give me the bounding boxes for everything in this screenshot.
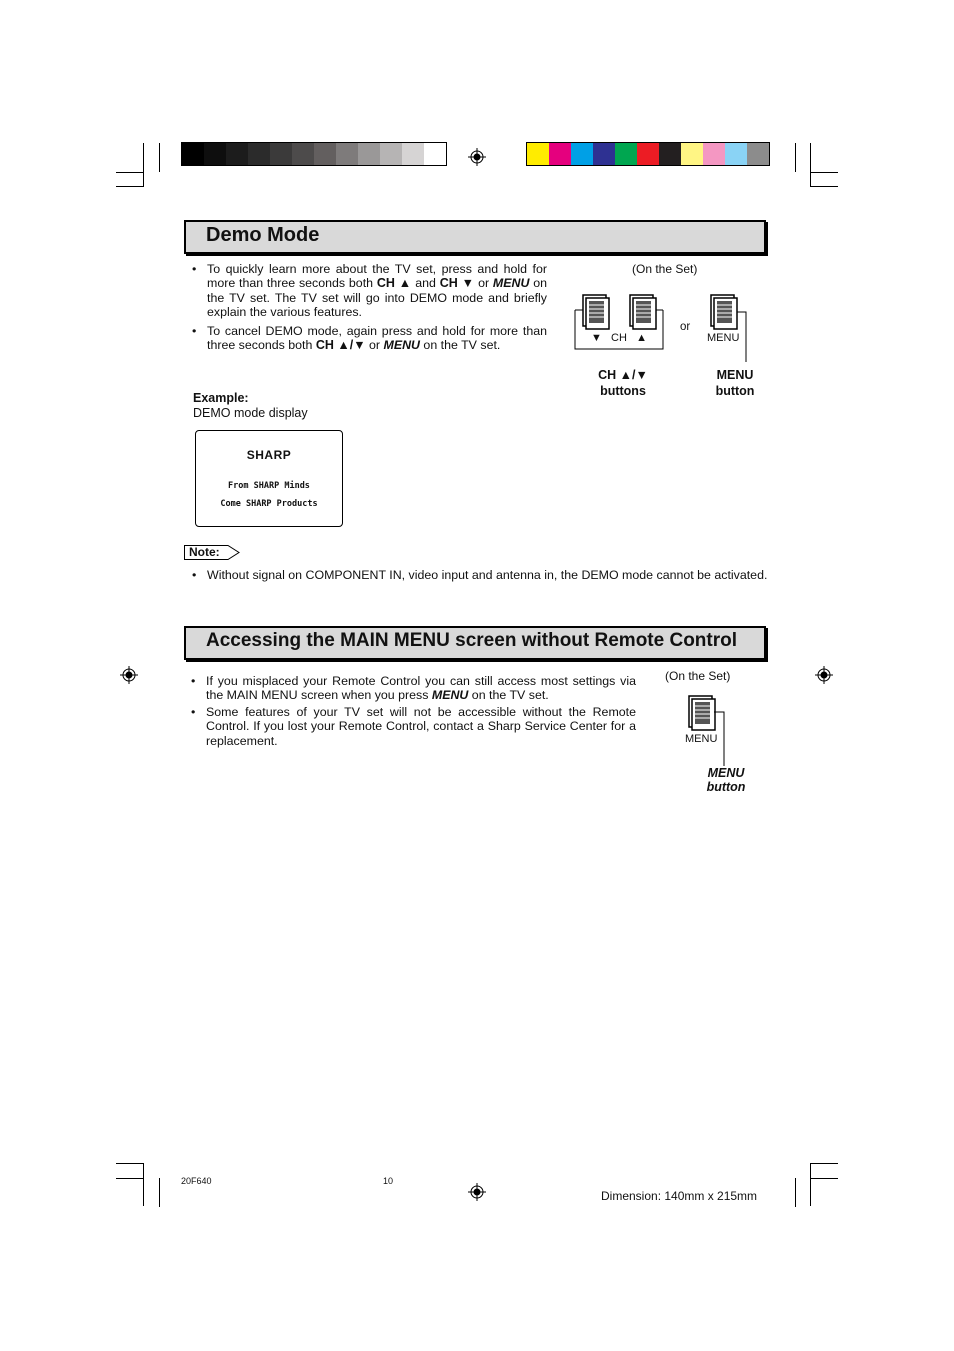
crop-mark (116, 172, 144, 173)
crop-mark (810, 1163, 811, 1206)
color-swatch (270, 143, 292, 165)
list-item: • To cancel DEMO mode, again press and hold for more than three seconds both CH ▲/▼ or MENU on the TV set. (185, 324, 547, 353)
list-item: • Some features of your TV set will not be accessible without the Remote Control. If you lost your Remote Control, contact a Sharp Service Center for a replacement. (184, 705, 636, 748)
registration-mark-icon (468, 148, 486, 166)
color-swatch (402, 143, 424, 165)
main-menu-header (184, 626, 766, 660)
color-swatch (549, 143, 571, 165)
menu-small-label: MENU (685, 733, 718, 745)
crop-mark (143, 143, 144, 186)
color-swatch (725, 143, 747, 165)
or-label: or (680, 321, 691, 333)
color-swatch (336, 143, 358, 165)
menu-label: MENU (492, 276, 530, 291)
sharp-logo: SHARP (246, 448, 292, 462)
color-swatch (226, 143, 248, 165)
color-swatch (593, 143, 615, 165)
crop-mark (143, 1163, 144, 1206)
color-swatch (292, 143, 314, 165)
ch-arrows-label: ▼ CH ▲ (591, 332, 647, 344)
ch-down-button-icon (582, 294, 610, 330)
note-text (185, 568, 775, 582)
on-the-set-caption: (On the Set) (665, 669, 731, 683)
crop-mark (810, 1178, 838, 1179)
color-swatch (380, 143, 402, 165)
demo-mode-title: Demo Mode (206, 224, 320, 246)
page-number: 10 (383, 1176, 394, 1186)
menu-button-caption: MENU button (706, 766, 746, 794)
registration-mark-icon (815, 666, 833, 684)
demo-screen-display (195, 430, 343, 527)
ch-up-label: CH ▲ (376, 276, 412, 291)
list-item: • To quickly learn more about the TV set, press and hold for more than three seconds both CH ▲ and CH ▼ or MENU on the TV set. The TV set will go into DEMO mode and briefly explain the various features. (185, 262, 547, 320)
color-swatch (182, 143, 204, 165)
crop-mark (810, 143, 811, 186)
demo-mode-instructions (185, 262, 547, 352)
crop-mark (795, 1178, 796, 1207)
crop-mark (159, 143, 160, 172)
menu-small-label: MENU (707, 332, 740, 344)
color-swatch (681, 143, 703, 165)
ch-down-label: CH ▼ (439, 276, 475, 291)
dimension-note: Dimension: 140mm x 215mm (601, 1189, 758, 1203)
crop-mark (116, 1178, 144, 1179)
crop-mark (810, 1163, 838, 1164)
example-label: Example: (193, 391, 249, 405)
color-swatch (248, 143, 270, 165)
main-menu-title: Accessing the MAIN MENU screen without Remote Control (206, 630, 738, 651)
color-swatch (204, 143, 226, 165)
model-number: 20F640 (181, 1176, 212, 1186)
color-swatch (747, 143, 769, 165)
color-swatch (703, 143, 725, 165)
demo-mode-header (184, 220, 766, 254)
color-swatch (571, 143, 593, 165)
grayscale-bar (181, 142, 447, 166)
color-swatch (527, 143, 549, 165)
crop-mark (810, 186, 838, 187)
crop-mark (159, 1178, 160, 1207)
color-swatch (358, 143, 380, 165)
crop-mark (795, 143, 796, 172)
list-item: • If you misplaced your Remote Control you can still access most settings via the MAIN MENU screen when you press MENU on the TV set. (184, 674, 636, 703)
ch-up-button-icon (629, 294, 657, 330)
registration-mark-icon (120, 666, 138, 684)
menu-button-caption: MENU button (715, 368, 755, 398)
color-bar (526, 142, 770, 166)
screen-line-2: Come SHARP Products (220, 499, 318, 509)
color-swatch (659, 143, 681, 165)
menu-button-icon (710, 294, 738, 330)
menu-label: MENU (431, 688, 469, 703)
color-swatch (615, 143, 637, 165)
crop-mark (116, 186, 144, 187)
screen-line-1: From SHARP Minds (228, 481, 310, 491)
crop-mark (116, 1163, 144, 1164)
example-description: DEMO mode display (193, 406, 308, 420)
list-item: • Without signal on COMPONENT IN, video input and antenna in, the DEMO mode cannot be activated. (185, 568, 775, 582)
ch-both-label: CH ▲/▼ (315, 338, 366, 353)
registration-mark-icon (468, 1183, 486, 1201)
note-label: Note: (189, 545, 220, 559)
ch-buttons-caption: CH ▲/▼ buttons (598, 368, 648, 398)
color-swatch (314, 143, 336, 165)
menu-label: MENU (383, 338, 420, 353)
main-menu-instructions (184, 674, 636, 748)
color-swatch (637, 143, 659, 165)
crop-mark (810, 172, 838, 173)
color-swatch (424, 143, 446, 165)
on-the-set-caption: (On the Set) (632, 262, 698, 276)
